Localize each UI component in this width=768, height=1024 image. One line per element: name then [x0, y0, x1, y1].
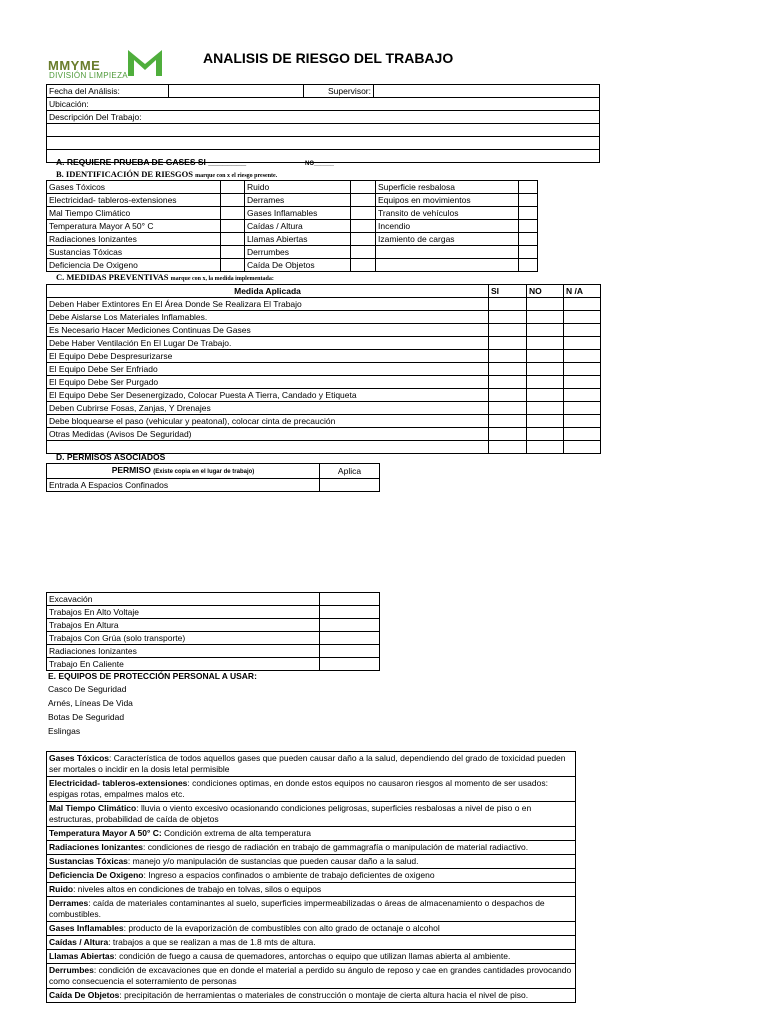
permits-table-2	[46, 592, 380, 671]
permit-row-label: Trabajos Con Grúa (solo transporte)	[47, 632, 320, 645]
permit-row	[47, 658, 380, 671]
risk-label: Radiaciones Ionizantes	[47, 233, 221, 246]
glossary-entry	[47, 989, 576, 1003]
measure-check-no[interactable]	[527, 415, 564, 428]
measures-header-no: NO	[527, 285, 564, 298]
measure-row	[47, 311, 601, 324]
measure-check-na[interactable]	[564, 298, 601, 311]
glossary-entry	[47, 950, 576, 964]
glossary-definition: : condiciones de riesgo de radiación en trabajo de gammagrafía o manipulación de material radiactivo.	[143, 842, 529, 852]
section-b-note: marque con x el riesgo presente.	[195, 173, 278, 179]
glossary-entry	[47, 936, 576, 950]
measure-check-na[interactable]	[564, 311, 601, 324]
measure-label: El Equipo Debe Ser Enfriado	[47, 363, 489, 376]
risk-label: Transito de vehículos	[376, 207, 519, 220]
glossary-definition: : producto de la evaporización de combustibles con alto grado de octanaje o alcohol	[123, 923, 440, 933]
glossary-definition: Condición extrema de alta temperatura	[161, 828, 311, 838]
measure-check-si[interactable]	[489, 350, 527, 363]
glossary-row	[47, 883, 576, 897]
epp-list	[48, 682, 133, 738]
measure-label: El Equipo Debe Ser Purgado	[47, 376, 489, 389]
measure-check-no[interactable]	[527, 376, 564, 389]
measure-label: Debe bloquearse el paso (vehicular y peatonal), colocar cinta de precaución	[47, 415, 489, 428]
risk-row	[47, 246, 538, 259]
measure-check-si[interactable]	[489, 324, 527, 337]
permit-row-check[interactable]	[320, 658, 380, 671]
measure-check-no[interactable]	[527, 389, 564, 402]
glossary-term: Deficiencia De Oxigeno	[49, 870, 144, 880]
risk-label: Derrumbes	[245, 246, 351, 259]
risk-label: Sustancias Tóxicas	[47, 246, 221, 259]
measure-row	[47, 363, 601, 376]
measures-header-si: SI	[489, 285, 527, 298]
descripcion-line[interactable]	[47, 137, 600, 150]
fecha-label: Fecha del Análisis:	[47, 85, 169, 98]
measure-check-no[interactable]	[527, 402, 564, 415]
glossary-row	[47, 922, 576, 936]
measure-check-no[interactable]	[527, 311, 564, 324]
measure-check-no[interactable]	[527, 324, 564, 337]
glossary-entry	[47, 752, 576, 777]
epp-item: Arnés, Líneas De Vida	[48, 698, 133, 708]
permit-row-check[interactable]	[320, 606, 380, 619]
supervisor-field[interactable]	[374, 85, 600, 98]
risk-label: Caída De Objetos	[245, 259, 351, 272]
measure-check-no[interactable]	[527, 363, 564, 376]
measure-check-na[interactable]	[564, 337, 601, 350]
risk-checkbox[interactable]	[221, 181, 245, 194]
risk-checkbox[interactable]	[221, 259, 245, 272]
descripcion-field[interactable]: Descripción Del Trabajo:	[47, 111, 600, 124]
glossary-entry	[47, 897, 576, 922]
glossary-term: Gases Inflamables	[49, 923, 124, 933]
risk-label: Ruido	[245, 181, 351, 194]
measure-check-na[interactable]	[564, 389, 601, 402]
aplica-header: Aplica	[320, 464, 380, 479]
measure-check-na[interactable]	[564, 428, 601, 441]
glossary-row	[47, 897, 576, 922]
glossary-entry	[47, 802, 576, 827]
measure-row	[47, 376, 601, 389]
risk-label: Izamiento de cargas	[376, 233, 519, 246]
measure-check-na[interactable]	[564, 415, 601, 428]
permit-row	[47, 606, 380, 619]
risk-checkbox[interactable]	[351, 246, 376, 259]
risk-label: Gases Inflamables	[245, 207, 351, 220]
measure-check-si[interactable]	[489, 415, 527, 428]
glossary-entry	[47, 827, 576, 841]
risk-checkbox[interactable]	[351, 181, 376, 194]
section-d-label: D. PERMISOS ASOCIADOS	[56, 452, 166, 462]
glossary-row	[47, 989, 576, 1003]
risk-checkbox[interactable]	[519, 207, 538, 220]
risk-checkbox[interactable]	[221, 233, 245, 246]
risk-label: Equipos en movimientos	[376, 194, 519, 207]
glossary-definition: : Ingreso a espacios confinados o ambiente de trabajo deficientes de oxigeno	[143, 870, 435, 880]
permit-row	[47, 632, 380, 645]
measure-row	[47, 337, 601, 350]
risk-checkbox[interactable]	[351, 259, 376, 272]
measure-check-na[interactable]	[564, 376, 601, 389]
measure-label: Es Necesario Hacer Mediciones Continuas De Gases	[47, 324, 489, 337]
measure-label: Otras Medidas (Avisos De Seguridad)	[47, 428, 489, 441]
page-title: ANALISIS DE RIESGO DEL TRABAJO	[203, 50, 454, 66]
permiso-header: PERMISO	[111, 465, 151, 475]
measure-check-na[interactable]	[564, 363, 601, 376]
logo-text: MMYME	[48, 58, 101, 73]
risk-label: Deficiencia De Oxigeno	[47, 259, 221, 272]
glossary-term: Sustancias Tóxicas	[49, 856, 128, 866]
risk-checkbox[interactable]	[351, 220, 376, 233]
risk-row	[47, 233, 538, 246]
glossary-row	[47, 802, 576, 827]
glossary-term: Llamas Abiertas	[49, 951, 115, 961]
permit-row-check[interactable]	[320, 593, 380, 606]
section-a-no: NO______	[305, 161, 335, 167]
section-e-label: E. EQUIPOS DE PROTECCIÓN PERSONAL A USAR:	[48, 671, 257, 681]
measures-header-medida: Medida Aplicada	[47, 285, 489, 298]
measure-check-si[interactable]	[489, 389, 527, 402]
glossary-row	[47, 950, 576, 964]
info-table	[46, 84, 600, 163]
glossary-row	[47, 827, 576, 841]
risk-row	[47, 259, 538, 272]
glossary-term: Mal Tiempo Climático	[49, 803, 137, 813]
section-a-label: A. REQUIERE PRUEBA DE GASES SI ________	[56, 157, 247, 167]
risk-label: Temperatura Mayor A 50° C	[47, 220, 221, 233]
section-c-title	[56, 272, 274, 282]
measure-row	[47, 389, 601, 402]
glossary-entry	[47, 883, 576, 897]
permit-row-check[interactable]	[320, 632, 380, 645]
risk-checkbox[interactable]	[221, 207, 245, 220]
risk-label: Electricidad- tableros-extensiones	[47, 194, 221, 207]
measure-check-si[interactable]	[489, 402, 527, 415]
glossary-entry	[47, 777, 576, 802]
risk-label	[376, 259, 519, 272]
risk-checkbox[interactable]	[351, 194, 376, 207]
permit-row-check[interactable]	[320, 479, 380, 492]
risk-row	[47, 181, 538, 194]
glossary-entry	[47, 855, 576, 869]
measure-row	[47, 402, 601, 415]
measure-row	[47, 298, 601, 311]
measure-check-si[interactable]	[489, 441, 527, 454]
risk-checkbox[interactable]	[221, 246, 245, 259]
glossary-term: Electricidad- tableros-extensiones	[49, 778, 188, 788]
measure-check-na[interactable]	[564, 402, 601, 415]
permit-row-label: Entrada A Espacios Confinados	[47, 479, 320, 492]
risk-label: Caídas / Altura	[245, 220, 351, 233]
glossary-definition: : lluvia o viento excesivo ocasionando condiciones peligrosas, superficies resbalosas a nivel de piso o en estructuras, probabilidad de caída de objetos	[49, 803, 532, 824]
glossary-definition: : caída de materiales contaminantes al suelo, superficies impermeabilizadas o áreas de almacenamiento o despachos de combustibles.	[49, 898, 545, 919]
glossary-term: Ruido	[49, 884, 74, 894]
glossary-term: Radiaciones Ionizantes	[49, 842, 143, 852]
permit-row-check[interactable]	[320, 645, 380, 658]
epp-item: Botas De Seguridad	[48, 712, 125, 722]
glossary-term: Gases Tóxicos	[49, 753, 110, 763]
risk-label: Gases Tóxicos	[47, 181, 221, 194]
logo-subtitle: DIVISIÓN LIMPIEZA	[49, 71, 128, 80]
permits-table-1	[46, 463, 380, 492]
permit-row-label: Radiaciones Ionizantes	[47, 645, 320, 658]
supervisor-label: Supervisor:	[304, 85, 374, 98]
measure-check-si[interactable]	[489, 363, 527, 376]
measure-check-no[interactable]	[527, 428, 564, 441]
glossary-row	[47, 869, 576, 883]
permit-row-label: Trabajo En Caliente	[47, 658, 320, 671]
risk-label: Incendio	[376, 220, 519, 233]
glossary-definition: : trabajos a que se realizan a mas de 1.8 mts de altura.	[108, 937, 316, 947]
risk-label: Derrames	[245, 194, 351, 207]
measure-row	[47, 428, 601, 441]
risk-checkbox[interactable]	[519, 194, 538, 207]
risk-label	[376, 246, 519, 259]
measure-check-na[interactable]	[564, 350, 601, 363]
risk-row	[47, 220, 538, 233]
section-c-label: C. MEDIDAS PREVENTIVAS	[56, 272, 169, 282]
measure-row	[47, 324, 601, 337]
measure-row	[47, 415, 601, 428]
epp-item: Casco De Seguridad	[48, 684, 127, 694]
ubicacion-field[interactable]: Ubicación:	[47, 98, 600, 111]
risk-checkbox[interactable]	[519, 246, 538, 259]
measures-table	[46, 284, 601, 454]
permit-row-label: Trabajos En Altura	[47, 619, 320, 632]
measure-label: Debe Haber Ventilación En El Lugar De Trabajo.	[47, 337, 489, 350]
measure-check-no[interactable]	[527, 337, 564, 350]
glossary-row	[47, 752, 576, 777]
risk-checkbox[interactable]	[519, 233, 538, 246]
measure-check-si[interactable]	[489, 428, 527, 441]
measure-label: Deben Cubrirse Fosas, Zanjas, Y Drenajes	[47, 402, 489, 415]
glossary-definition: : Característica de todos aquellos gases que pueden causar daño a la salud, dependiendo del grado de toxicidad pueden ser mortales o incidir en la dosis letal permisible	[49, 753, 566, 774]
section-c-note: marque con x, la medida implementada:	[170, 276, 274, 282]
measure-label: El Equipo Debe Ser Desenergizado, Colocar Puesta A Tierra, Candado y Etiqueta	[47, 389, 489, 402]
glossary-definition: : condición de fuego a causa de quemadores, antorchas o equipo que utilizan llamas abierta al ambiente.	[114, 951, 511, 961]
risk-label: Mal Tiempo Climático	[47, 207, 221, 220]
epp-item: Eslingas	[48, 726, 81, 736]
glossary-definition: : condición de excavaciones que en donde el material a perdido su ángulo de reposo y cae en grandes cantidades provocando como consecuencia el soterramiento de personas	[49, 965, 572, 986]
logo-m-icon	[128, 46, 162, 76]
glossary-definition: : manejo y/o manipulación de sustancias que pueden causar daño a la salud.	[127, 856, 419, 866]
glossary-term: Derrumbes	[49, 965, 94, 975]
permit-row-check[interactable]	[320, 619, 380, 632]
permits-header	[47, 464, 320, 479]
risk-checkbox[interactable]	[519, 259, 538, 272]
measure-row	[47, 350, 601, 363]
glossary-entry	[47, 964, 576, 989]
measure-check-si[interactable]	[489, 337, 527, 350]
glossary-definition: : niveles altos en condiciones de trabajo en tolvas, silos o equipos	[73, 884, 322, 894]
risk-checkbox[interactable]	[519, 220, 538, 233]
measure-check-no[interactable]	[527, 441, 564, 454]
glossary-entry	[47, 922, 576, 936]
glossary-row	[47, 855, 576, 869]
permit-row-label: Excavación	[47, 593, 320, 606]
measure-check-si[interactable]	[489, 298, 527, 311]
measure-check-na[interactable]	[564, 324, 601, 337]
measure-check-na[interactable]	[564, 441, 601, 454]
glossary-definition: : condiciones optimas, en donde estos equipos no causaron riesgos al momento de ser usados: espigas rotas, empalmes malos etc.	[49, 778, 548, 799]
fecha-field[interactable]	[169, 85, 304, 98]
glossary-term: Temperatura Mayor A 50° C:	[49, 828, 162, 838]
glossary-row	[47, 841, 576, 855]
permit-row-label: Trabajos En Alto Voltaje	[47, 606, 320, 619]
measure-check-no[interactable]	[527, 350, 564, 363]
glossary-term: Derrames	[49, 898, 89, 908]
glossary-term: Caídas / Altura	[49, 937, 109, 947]
measures-header-na: N /A	[564, 285, 601, 298]
glossary-term: Caída De Objetos	[49, 990, 120, 1000]
glossary-entry	[47, 869, 576, 883]
risk-row	[47, 194, 538, 207]
measure-label: Debe Aislarse Los Materiales Inflamables.	[47, 311, 489, 324]
permiso-note: (Existe copia en el lugar de trabajo)	[153, 469, 255, 475]
risk-table	[46, 180, 538, 272]
measure-check-si[interactable]	[489, 311, 527, 324]
glossary-row	[47, 936, 576, 950]
risk-checkbox[interactable]	[519, 181, 538, 194]
risk-label: Superficie resbalosa	[376, 181, 519, 194]
risk-checkbox[interactable]	[221, 194, 245, 207]
company-logo	[48, 46, 164, 82]
measure-label: Deben Haber Extintores En El Área Donde Se Realizara El Trabajo	[47, 298, 489, 311]
section-b-label: B. IDENTIFICACIÓN DE RIESGOS	[56, 169, 193, 179]
risk-checkbox[interactable]	[351, 207, 376, 220]
glossary-row	[47, 964, 576, 989]
descripcion-line[interactable]	[47, 124, 600, 137]
permit-row	[47, 593, 380, 606]
risk-row	[47, 207, 538, 220]
measure-check-si[interactable]	[489, 376, 527, 389]
glossary-table	[46, 751, 576, 1003]
risk-label: Llamas Abiertas	[245, 233, 351, 246]
permit-row	[47, 619, 380, 632]
measure-label: El Equipo Debe Despresurizarse	[47, 350, 489, 363]
glossary-entry	[47, 841, 576, 855]
glossary-row	[47, 777, 576, 802]
risk-checkbox[interactable]	[221, 220, 245, 233]
section-b-title	[56, 169, 277, 179]
measure-check-no[interactable]	[527, 298, 564, 311]
risk-checkbox[interactable]	[351, 233, 376, 246]
permit-row	[47, 645, 380, 658]
glossary-definition: : precipitación de herramientas o materiales de construcción o montaje de cierta altura hacia el nivel de piso.	[119, 990, 529, 1000]
